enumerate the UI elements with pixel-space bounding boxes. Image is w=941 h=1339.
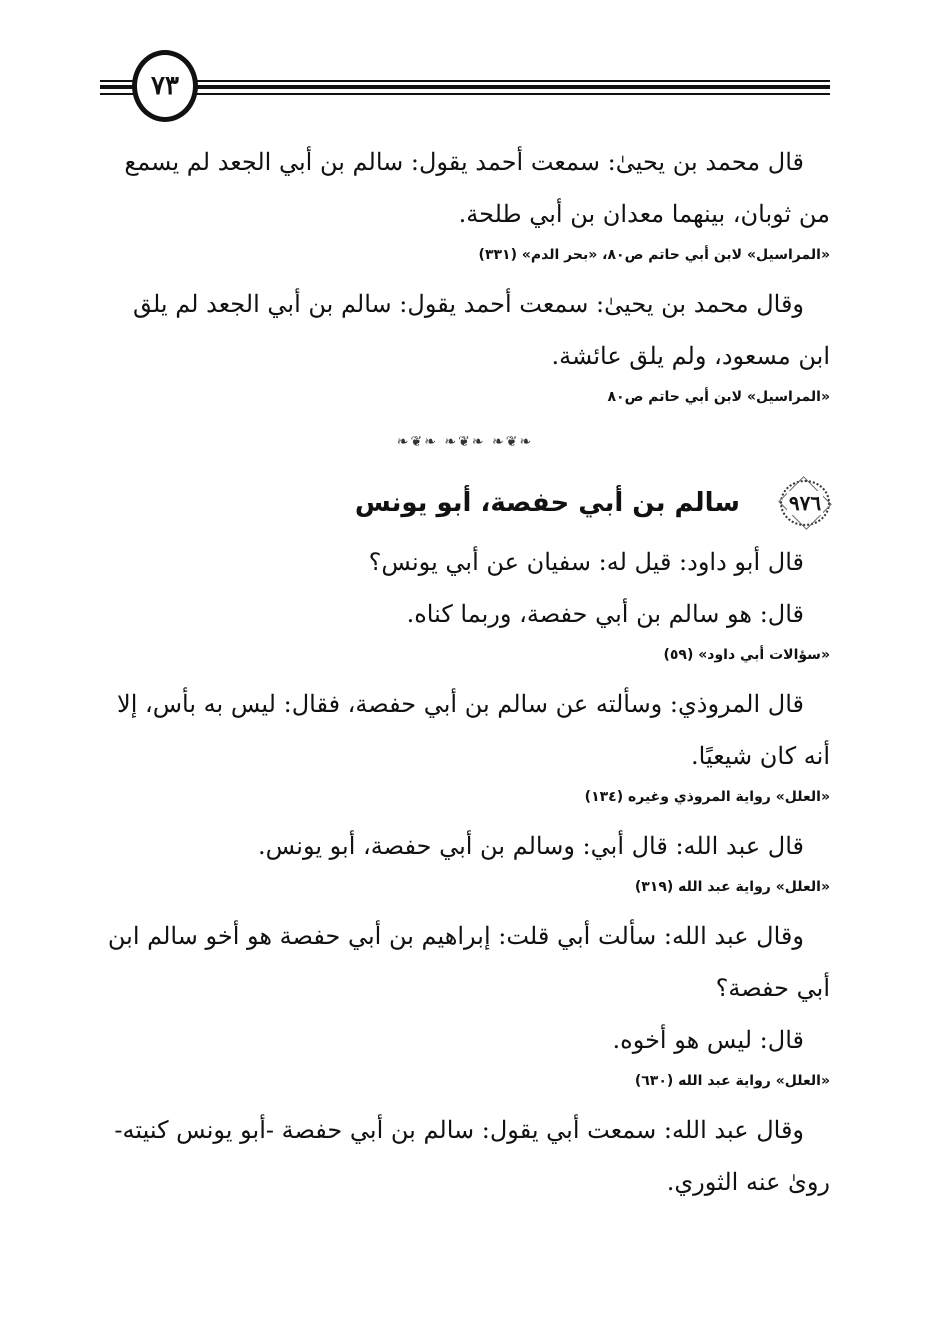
page-number: ٧٣ [132,50,198,122]
paragraph: قال: هو سالم بن أبي حفصة، وربما كناه. [406,600,804,628]
header-rule [100,93,830,95]
paragraph: وقال محمد بن يحيىٰ: سمعت أحمد يقول: سالم بن أبي الجعد لم يلق ابن مسعود، ولم يلق عائشة. [132,290,830,370]
section-divider-ornament: ❧❦❧ ❧❦❧ ❧❦❧ [396,434,534,450]
header-rule [100,80,830,82]
entry-number: ٩٧٦ [788,491,822,515]
page-content [100,136,830,1208]
paragraph: وقال عبد الله: سمعت أبي يقول: سالم بن أبي حفصة -أبو يونس كنيته- روىٰ عنه الثوري. [114,1116,830,1196]
page-header [100,48,830,138]
paragraph: وقال عبد الله: سألت أبي قلت: إبراهيم بن أبي حفصة هو أخو سالم ابن أبي حفصة؟ [107,922,830,1002]
citation: «العلل» رواية عبد الله (٦٣٠) [634,1073,830,1089]
paragraph: قال: ليس هو أخوه. [612,1026,804,1054]
paragraph: قال أبو داود: قيل له: سفيان عن أبي يونس؟ [368,548,804,576]
citation: «المراسيل» لابن أبي حاتم ص٨٠ [607,389,830,405]
paragraph: قال المروذي: وسألته عن سالم بن أبي حفصة، فقال: ليس به بأس، إلا أنه كان شيعيًا. [117,690,830,770]
entry-number-badge [780,480,830,526]
citation: «العلل» رواية عبد الله (٣١٩) [634,879,830,895]
paragraph: قال محمد بن يحيىٰ: سمعت أحمد يقول: سالم بن أبي الجعد لم يسمع من ثوبان، بينهما معدان بن أبي طلحة. [124,148,830,228]
paragraph: قال عبد الله: قال أبي: وسالم بن أبي حفصة، أبو يونس. [258,832,804,860]
entry-title: سالم بن أبي حفصة، أبو يونس [354,488,740,518]
entry-heading [100,478,830,528]
citation: «العلل» رواية المروذي وغيره (١٣٤) [584,789,830,805]
citation: «المراسيل» لابن أبي حاتم ص٨٠، «بحر الدم» (٣٣١) [478,247,830,263]
header-rule [100,85,830,89]
citation: «سؤالات أبي داود» (٥٩) [663,647,830,663]
